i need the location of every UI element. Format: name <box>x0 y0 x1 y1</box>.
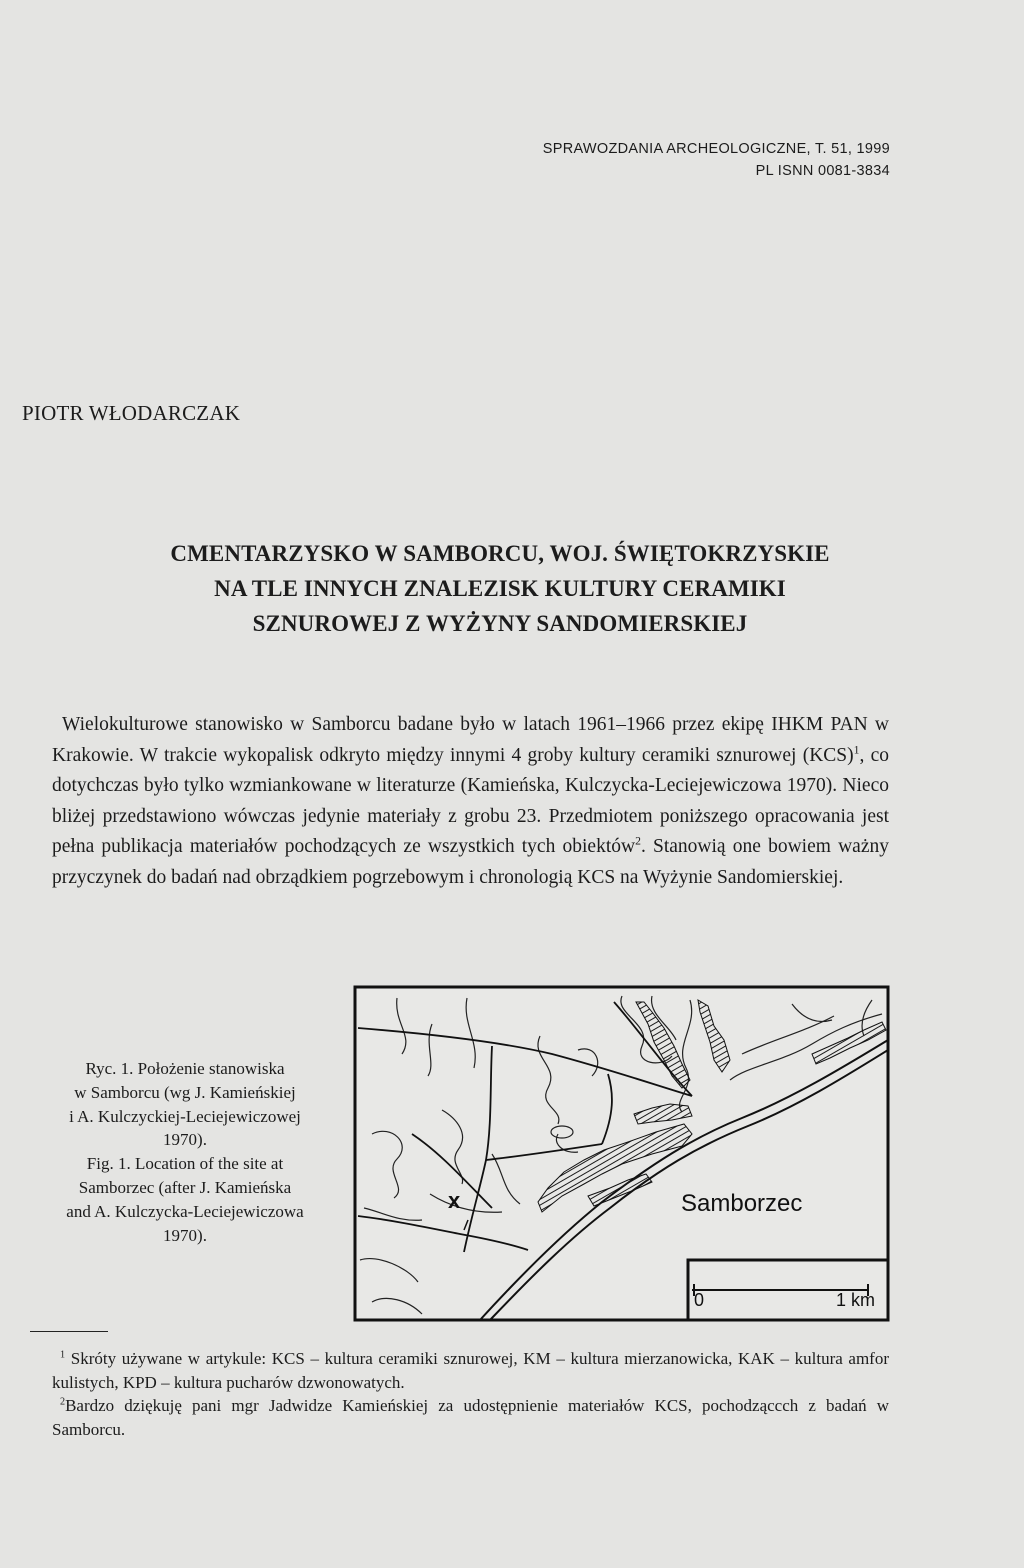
location-map <box>352 984 892 1324</box>
journal-title: SPRAWOZDANIA ARCHEOLOGICZNE, T. 51, 1999 <box>542 141 890 157</box>
footnote-text-2: Bardzo dziękuję pani mgr Jadwidze Kamieńskiej za udostępnienie materiałów KCS, pochodząccch z badań w Samborcu. <box>52 1396 889 1439</box>
place-label: Samborzec <box>681 1190 803 1217</box>
footnote-mark-1: 1 <box>60 1349 66 1361</box>
body-paragraph <box>52 710 889 894</box>
article-title <box>0 536 1000 641</box>
footnote-mark-2: 2 <box>60 1396 66 1408</box>
footnote-2 <box>52 1394 889 1441</box>
caption-pl-line: 1970). <box>163 1130 207 1150</box>
caption-en-line: and A. Kulczycka-Leciejewiczowa <box>66 1201 304 1221</box>
scale-end-label: 1 km <box>836 1290 876 1310</box>
caption-en-line: Fig. 1. Location of the site at <box>86 1154 284 1174</box>
caption-pl-line: Ryc. 1. Położenie stanowiska <box>85 1059 285 1078</box>
footnote-1 <box>52 1347 889 1394</box>
body-text-b: , co dotychczas było tylko wzmiankowane w literaturze (Kamieńska, Kulczycka-Leciejewiczowa 1970). Nieco bliżej przedstawiono wówczas jedynie materiały z grobu 23. Przedmiotem poniższego opracowania jest pełna publikacja materiałów pochodzących ze wszystkich tych obiektów <box>52 744 890 858</box>
journal-header <box>543 138 890 182</box>
footnotes <box>52 1347 889 1441</box>
scale-start-label: 0 <box>694 1290 705 1310</box>
footnote-ref-2: 2 <box>635 834 641 848</box>
footnote-divider <box>30 1331 108 1332</box>
title-line-1: CMENTARZYSKO W SAMBORCU, WOJ. ŚWIĘTOKRZYSKIE <box>170 541 830 566</box>
caption-pl-line: i A. Kulczyckiej-Leciejewiczowej <box>69 1106 301 1126</box>
caption-en-line: 1970). <box>163 1225 207 1245</box>
author-name: PIOTR WŁODARCZAK <box>22 401 241 425</box>
footnote-text-1: Skróty używane w artykule: KCS – kultura ceramiki sznurowej, KM – kultura mierzanowicka, KAK – kultura amfor kulistych, KPD – kultura pucharów dzwonowatych. <box>52 1349 890 1392</box>
caption-en-line: Samborzec (after J. Kamieńska <box>78 1177 292 1197</box>
footnote-ref-1: 1 <box>853 743 860 757</box>
issn-line: PL ISNN 0081-3834 <box>755 163 890 179</box>
title-line-2: NA TLE INNYCH ZNALEZISK KULTURY CERAMIKI <box>214 576 786 601</box>
body-text-c: . Stanowią one bowiem ważny przyczynek do badań nad obrządkiem pogrzebowym i chronologią KCS na Wyżynie Sandomierskiej. <box>52 836 889 888</box>
body-text-a: Wielokulturowe stanowisko w Samborcu badane było w latach 1961–1966 przez ekipę IHKM PAN w Krakowie. W trakcie wykopalisk odkryto między innymi 4 groby kultury ceramiki sznurowej (KCS) <box>52 714 889 766</box>
site-marker: x <box>448 1188 461 1213</box>
caption-pl-line: w Samborcu (wg J. Kamieńskiej <box>74 1082 296 1102</box>
title-line-3: SZNUROWEJ Z WYŻYNY SANDOMIERSKIEJ <box>252 611 748 636</box>
figure-caption <box>18 1057 352 1247</box>
